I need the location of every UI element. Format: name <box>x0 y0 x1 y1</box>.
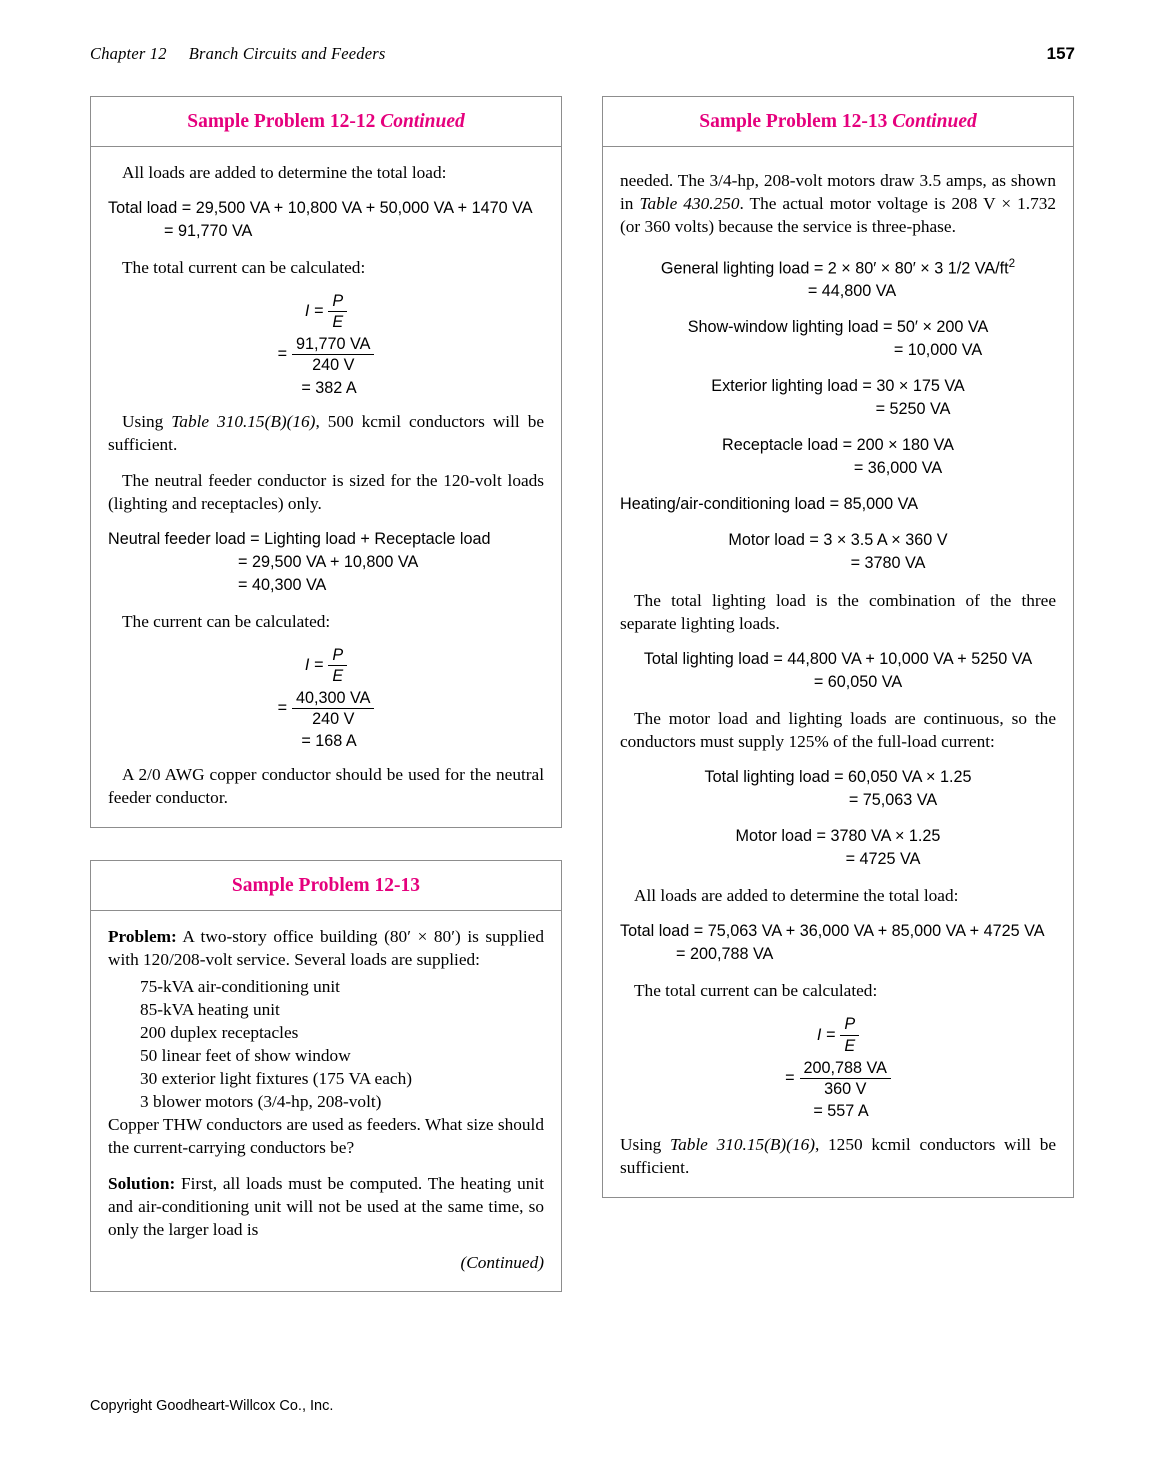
fraction-numerator: P <box>840 1015 859 1035</box>
solution-paragraph <box>108 1172 544 1241</box>
equation-result: = 557 A <box>813 1101 869 1120</box>
paragraph: Copper THW conductors are used as feeders. What size should the current-carrying conductors be? <box>108 1115 544 1158</box>
paragraph: The total current can be calculated: <box>634 981 878 1001</box>
box-heading <box>91 861 561 911</box>
equation-current-1 <box>108 292 544 398</box>
equation-general-lighting-load <box>620 256 1056 303</box>
box-heading <box>91 97 561 147</box>
equation-heating-air-conditioning-load <box>620 493 1056 516</box>
fraction-numerator: P <box>328 292 347 312</box>
equation-line: = 75,063 VA <box>848 791 938 810</box>
equation-line: = 60,050 VA <box>813 673 903 692</box>
list-item: 85-kVA heating unit <box>140 1000 280 1020</box>
equation-line: = 10,000 VA <box>893 341 983 360</box>
paragraph: A 2/0 AWG copper conductor should be used for the neutral feeder conductor. <box>108 765 544 808</box>
equation-total-current <box>620 1015 1056 1121</box>
equation-show-window-lighting-load <box>620 316 1056 362</box>
equation-lead: I = <box>816 1025 836 1044</box>
sample-problem-12-12-continued-box <box>90 96 562 828</box>
fraction-numerator: 40,300 VA <box>292 689 374 709</box>
box-heading <box>603 97 1073 147</box>
box-body <box>91 147 561 827</box>
list-item: 75-kVA air-conditioning unit <box>140 977 340 997</box>
equation-line: Show-window lighting load = 50′ × 200 VA <box>687 318 989 337</box>
equation-exponent: 2 <box>1008 257 1016 270</box>
continued-marker: (Continued) <box>460 1253 544 1273</box>
equation-line: = 40,300 VA <box>238 575 327 594</box>
fraction-denominator: 360 V <box>824 1079 867 1098</box>
equation-line: = 44,800 VA <box>807 282 897 301</box>
box-heading-text: Sample Problem 12-13 <box>231 875 421 897</box>
paragraph: The total lighting load is the combination of the three separate lighting loads. <box>620 591 1056 634</box>
chapter-number: Chapter 12 <box>90 44 167 63</box>
fraction-denominator: E <box>332 666 344 685</box>
paragraph: The neutral feeder conductor is sized for the 120-volt loads (lighting and receptacles) only. <box>108 470 544 513</box>
paragraph: All loads are added to determine the total load: <box>634 886 959 906</box>
fraction-denominator: 240 V <box>312 356 355 375</box>
equation-line: = 29,500 VA + 10,800 VA <box>238 552 419 571</box>
running-head <box>90 44 1075 64</box>
equation-line: = 91,770 VA <box>164 222 253 240</box>
equation-exterior-lighting-load <box>620 375 1056 421</box>
problem-text: A two-story office building (80′ × 80′) is supplied with 120/208-volt service. Several loads are supplied: <box>108 927 544 970</box>
box-heading-continued: Continued <box>892 111 977 132</box>
sample-problem-12-13-continued-box <box>602 96 1074 1198</box>
paragraph <box>108 410 544 456</box>
copyright-footer: Copyright Goodheart-Willcox Co., Inc. <box>90 1398 334 1414</box>
equation-line: Neutral feeder load = Lighting load + Receptacle load <box>108 529 491 548</box>
fraction-denominator: E <box>332 313 344 332</box>
text-run: Using <box>620 1134 671 1154</box>
equation-line: Receptacle load = 200 × 180 VA <box>722 436 954 455</box>
equation-line: Total lighting load = 60,050 VA × 1.25 <box>704 768 972 787</box>
list-item: 200 duplex receptacles <box>140 1023 299 1043</box>
equation-result: = 168 A <box>301 732 357 751</box>
equation-text: General lighting load = 2 × 80′ × 80′ × 3 1/2 VA/ft <box>660 259 1009 278</box>
solution-label: Solution: <box>108 1174 176 1194</box>
text-run: , 500 kcmil conductors will be sufficient. <box>108 411 545 454</box>
box-body <box>91 911 561 1291</box>
running-head-left <box>90 44 386 64</box>
list-item: 3 blower motors (3/4-hp, 208-volt) <box>140 1092 382 1112</box>
equation-line <box>620 256 1056 280</box>
page-number: 157 <box>1046 44 1075 63</box>
equation-neutral-feeder-load <box>108 528 544 597</box>
right-column <box>602 96 1074 1224</box>
table-reference: Table 430.250 <box>639 194 740 213</box>
paragraph: The current can be calculated: <box>122 611 331 631</box>
problem-paragraph <box>108 925 544 971</box>
sample-problem-12-13-box <box>90 860 562 1292</box>
equation-line: Total lighting load = 44,800 VA + 10,000 VA + 5250 VA <box>643 650 1033 669</box>
equation-total-load <box>108 197 544 243</box>
equation-lead: = <box>277 698 288 717</box>
chapter-title: Branch Circuits and Feeders <box>188 44 386 63</box>
table-reference: Table 310.15(B)(16) <box>171 411 316 431</box>
equation-line: Motor load = 3780 VA × 1.25 <box>735 827 941 846</box>
equation-lead: = <box>277 345 288 364</box>
paragraph <box>620 169 1056 238</box>
equation-current-2 <box>108 646 544 752</box>
equation-motor-load <box>620 529 1056 575</box>
text-run: needed. The 3/4-hp, 208-volt motors draw 3.5 amps, as shown in <box>620 171 1056 213</box>
equation-receptacle-load <box>620 434 1056 480</box>
box-heading-text: Sample Problem 12-13 <box>699 111 893 132</box>
box-heading-continued: Continued <box>380 111 465 132</box>
text-run: Using <box>122 411 172 431</box>
fraction-denominator: 240 V <box>312 709 355 728</box>
fraction-denominator: E <box>844 1036 856 1055</box>
equation-line: Exterior lighting load = 30 × 175 VA <box>711 377 965 396</box>
equation-line: = 200,788 VA <box>676 945 774 964</box>
equation-line: Heating/air-conditioning load = 85,000 VA <box>620 495 919 514</box>
paragraph <box>620 1133 1056 1179</box>
list-item: 50 linear feet of show window <box>140 1046 351 1066</box>
equation-lead: = <box>785 1068 795 1087</box>
text-run: . The actual motor voltage is 208 V × 1.732 (or 360 volts) because the service is three-phase. <box>620 194 1057 236</box>
equation-continuous-lighting-load <box>620 766 1056 812</box>
equation-total-load <box>620 920 1056 966</box>
fraction-numerator: 200,788 VA <box>800 1059 891 1079</box>
equation-result: = 382 A <box>301 378 357 397</box>
paragraph: All loads are added to determine the total load: <box>122 163 447 182</box>
equation-lead: I = <box>304 302 324 321</box>
left-column <box>90 96 562 1318</box>
equation-line: = 36,000 VA <box>853 459 943 478</box>
problem-label: Problem: <box>108 927 177 947</box>
text-run: , 1250 kcmil conductors will be sufficient. <box>620 1134 1057 1177</box>
fraction-numerator: P <box>328 646 347 666</box>
equation-line: = 3780 VA <box>850 554 926 573</box>
equation-total-lighting-load <box>620 648 1056 694</box>
solution-text: First, all loads must be computed. The heating unit and air-conditioning unit will not be used at the same time, so only the larger load is <box>108 1174 544 1240</box>
table-reference: Table 310.15(B)(16) <box>670 1134 815 1154</box>
equation-lead: I = <box>304 655 324 674</box>
equation-line: = 5250 VA <box>875 400 951 419</box>
paragraph: The total current can be calculated: <box>122 258 366 277</box>
equation-line: Total load = 29,500 VA + 10,800 VA + 50,000 VA + 1470 VA <box>108 199 533 217</box>
list-item: 30 exterior light fixtures (175 VA each) <box>140 1069 412 1089</box>
equation-continuous-motor-load <box>620 825 1056 871</box>
equation-line: Total load = 75,063 VA + 36,000 VA + 85,000 VA + 4725 VA <box>620 922 1045 941</box>
load-list <box>108 975 544 1113</box>
fraction-numerator: 91,770 VA <box>292 335 374 355</box>
box-body <box>603 147 1073 1197</box>
equation-line: Motor load = 3 × 3.5 A × 360 V <box>728 531 948 550</box>
equation-line: = 4725 VA <box>845 850 921 869</box>
paragraph: The motor load and lighting loads are continuous, so the conductors must supply 125% of the full-load current: <box>620 709 1056 752</box>
box-heading-text: Sample Problem 12-12 <box>187 111 381 132</box>
